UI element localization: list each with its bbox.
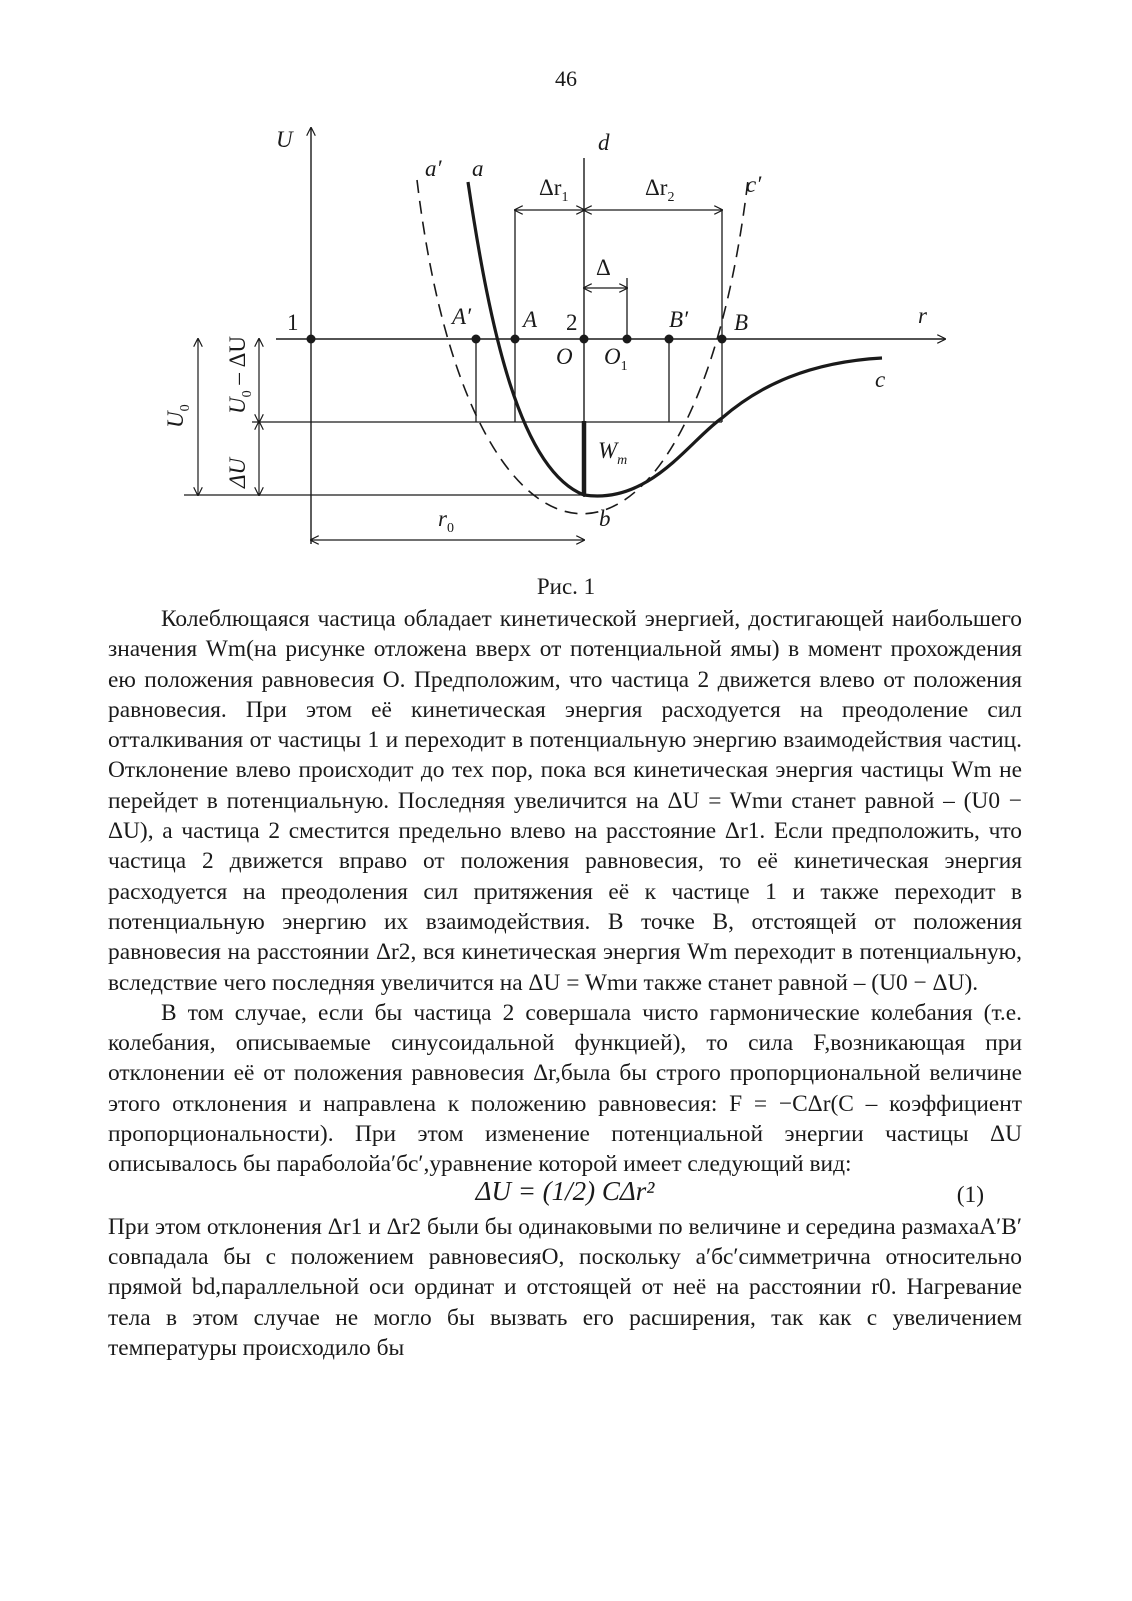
potential-energy-figure — [0, 110, 1132, 570]
label-o1: $O_1$ — [604, 344, 628, 374]
body-text — [108, 604, 1022, 1363]
label-u-axis: U — [276, 127, 293, 152]
label-wm: $W_m$ — [598, 438, 628, 468]
equation-1 — [108, 1175, 1022, 1212]
label-b-prime-point: B′ — [669, 307, 689, 332]
label-dr1: $\Delta r_1$ — [539, 175, 569, 205]
label-r0: $r_0$ — [438, 506, 454, 536]
label-b: b — [599, 506, 611, 531]
label-o: O — [556, 344, 573, 369]
label-particle-1: 1 — [287, 310, 299, 335]
label-a-point: A — [523, 307, 538, 332]
label-a-prime-point: A′ — [452, 304, 472, 329]
label-u0: $U_0$ — [163, 404, 193, 428]
label-delta: Δ — [596, 255, 611, 280]
paragraph-1: Колеблющаяся частица обладает кинетической энергией, достигающей наибольшего значения Wm(на рисунке отложена вверх от потенциальной ямы) в момент прохождения ею положения равновесия O. Предположим, что частица 2 движется влево от положения равновесия. При этом её кинетическая энергия расходуется на преодоление сил отталкивания от частицы 1 и переходит в потенциальную энергию взаимодействия частиц. Отклонение влево происходит до тех пор, пока вся кинетическая энергия частицы Wm не перейдет в потенциальную. Последняя увеличится на ΔU = Wmи станет равной – (U0 − ΔU), а частица 2 сместится предельно влево на расстояние Δr1. Если предположить, что частица 2 движется вправо от положения равновесия, то её кинетическая энергия расходуется на преодоления сил притяжения её к частице 1 и также переходит в потенциальную энергию их взаимодействия. В точке B, отстоящей от положения равновесия на расстоянии Δr2, вся кинетическая энергия Wm переходит в потенциальную, вследствие чего последняя увеличится на ΔU = Wmи также станет равной – (U0 − ΔU). — [108, 606, 1022, 996]
equation-number: (1) — [956, 1181, 984, 1208]
label-c: c — [875, 367, 886, 392]
page-number: 46 — [555, 66, 577, 91]
figure-caption: Рис. 1 — [536, 574, 596, 599]
paragraph-2: В том случае, если бы частица 2 совершала чисто гармонические колебания (т.е. колебания, описываемые синусоидальной функцией), то сила F,возникающая при отклонении её от положения равновесия Δr,была бы строго пропорциональной величине этого отклонения и направлена к положению равновесия: F = −CΔr(C – коэффициент пропорциональности). При этом изменение потенциальной энергии частицы ΔU описывалось бы параболойa′бc′,уравнение которой имеет следующий вид: — [108, 999, 1022, 1178]
paragraph-3: При этом отклонения Δr1 и Δr2 были бы одинаковыми по величине и середина размахаA′B′ совпадала бы с положением равновесияO, поскольку a′бc′симметрична относительно прямой bd,параллельной оси ординат и отстоящей от неё на расстоянии r0. Нагревание тела в этом случае не могло бы вызвать его расширения, так как с увеличением температуры происходило бы — [108, 1213, 1022, 1361]
label-a: a — [472, 156, 484, 181]
label-du: ΔU — [225, 457, 250, 488]
equation-body: ΔU = (1/2) CΔr² — [475, 1175, 655, 1206]
label-b-point: B — [734, 310, 749, 335]
label-a-prime: a′ — [425, 156, 442, 181]
label-dr2: $\Delta r_2$ — [645, 175, 675, 205]
label-d: d — [598, 130, 610, 155]
label-r-axis: r — [918, 303, 927, 328]
label-c-prime: c′ — [746, 172, 762, 197]
label-u0-minus-du: $U_0$ – ΔU — [225, 335, 255, 414]
label-particle-2: 2 — [566, 310, 578, 335]
